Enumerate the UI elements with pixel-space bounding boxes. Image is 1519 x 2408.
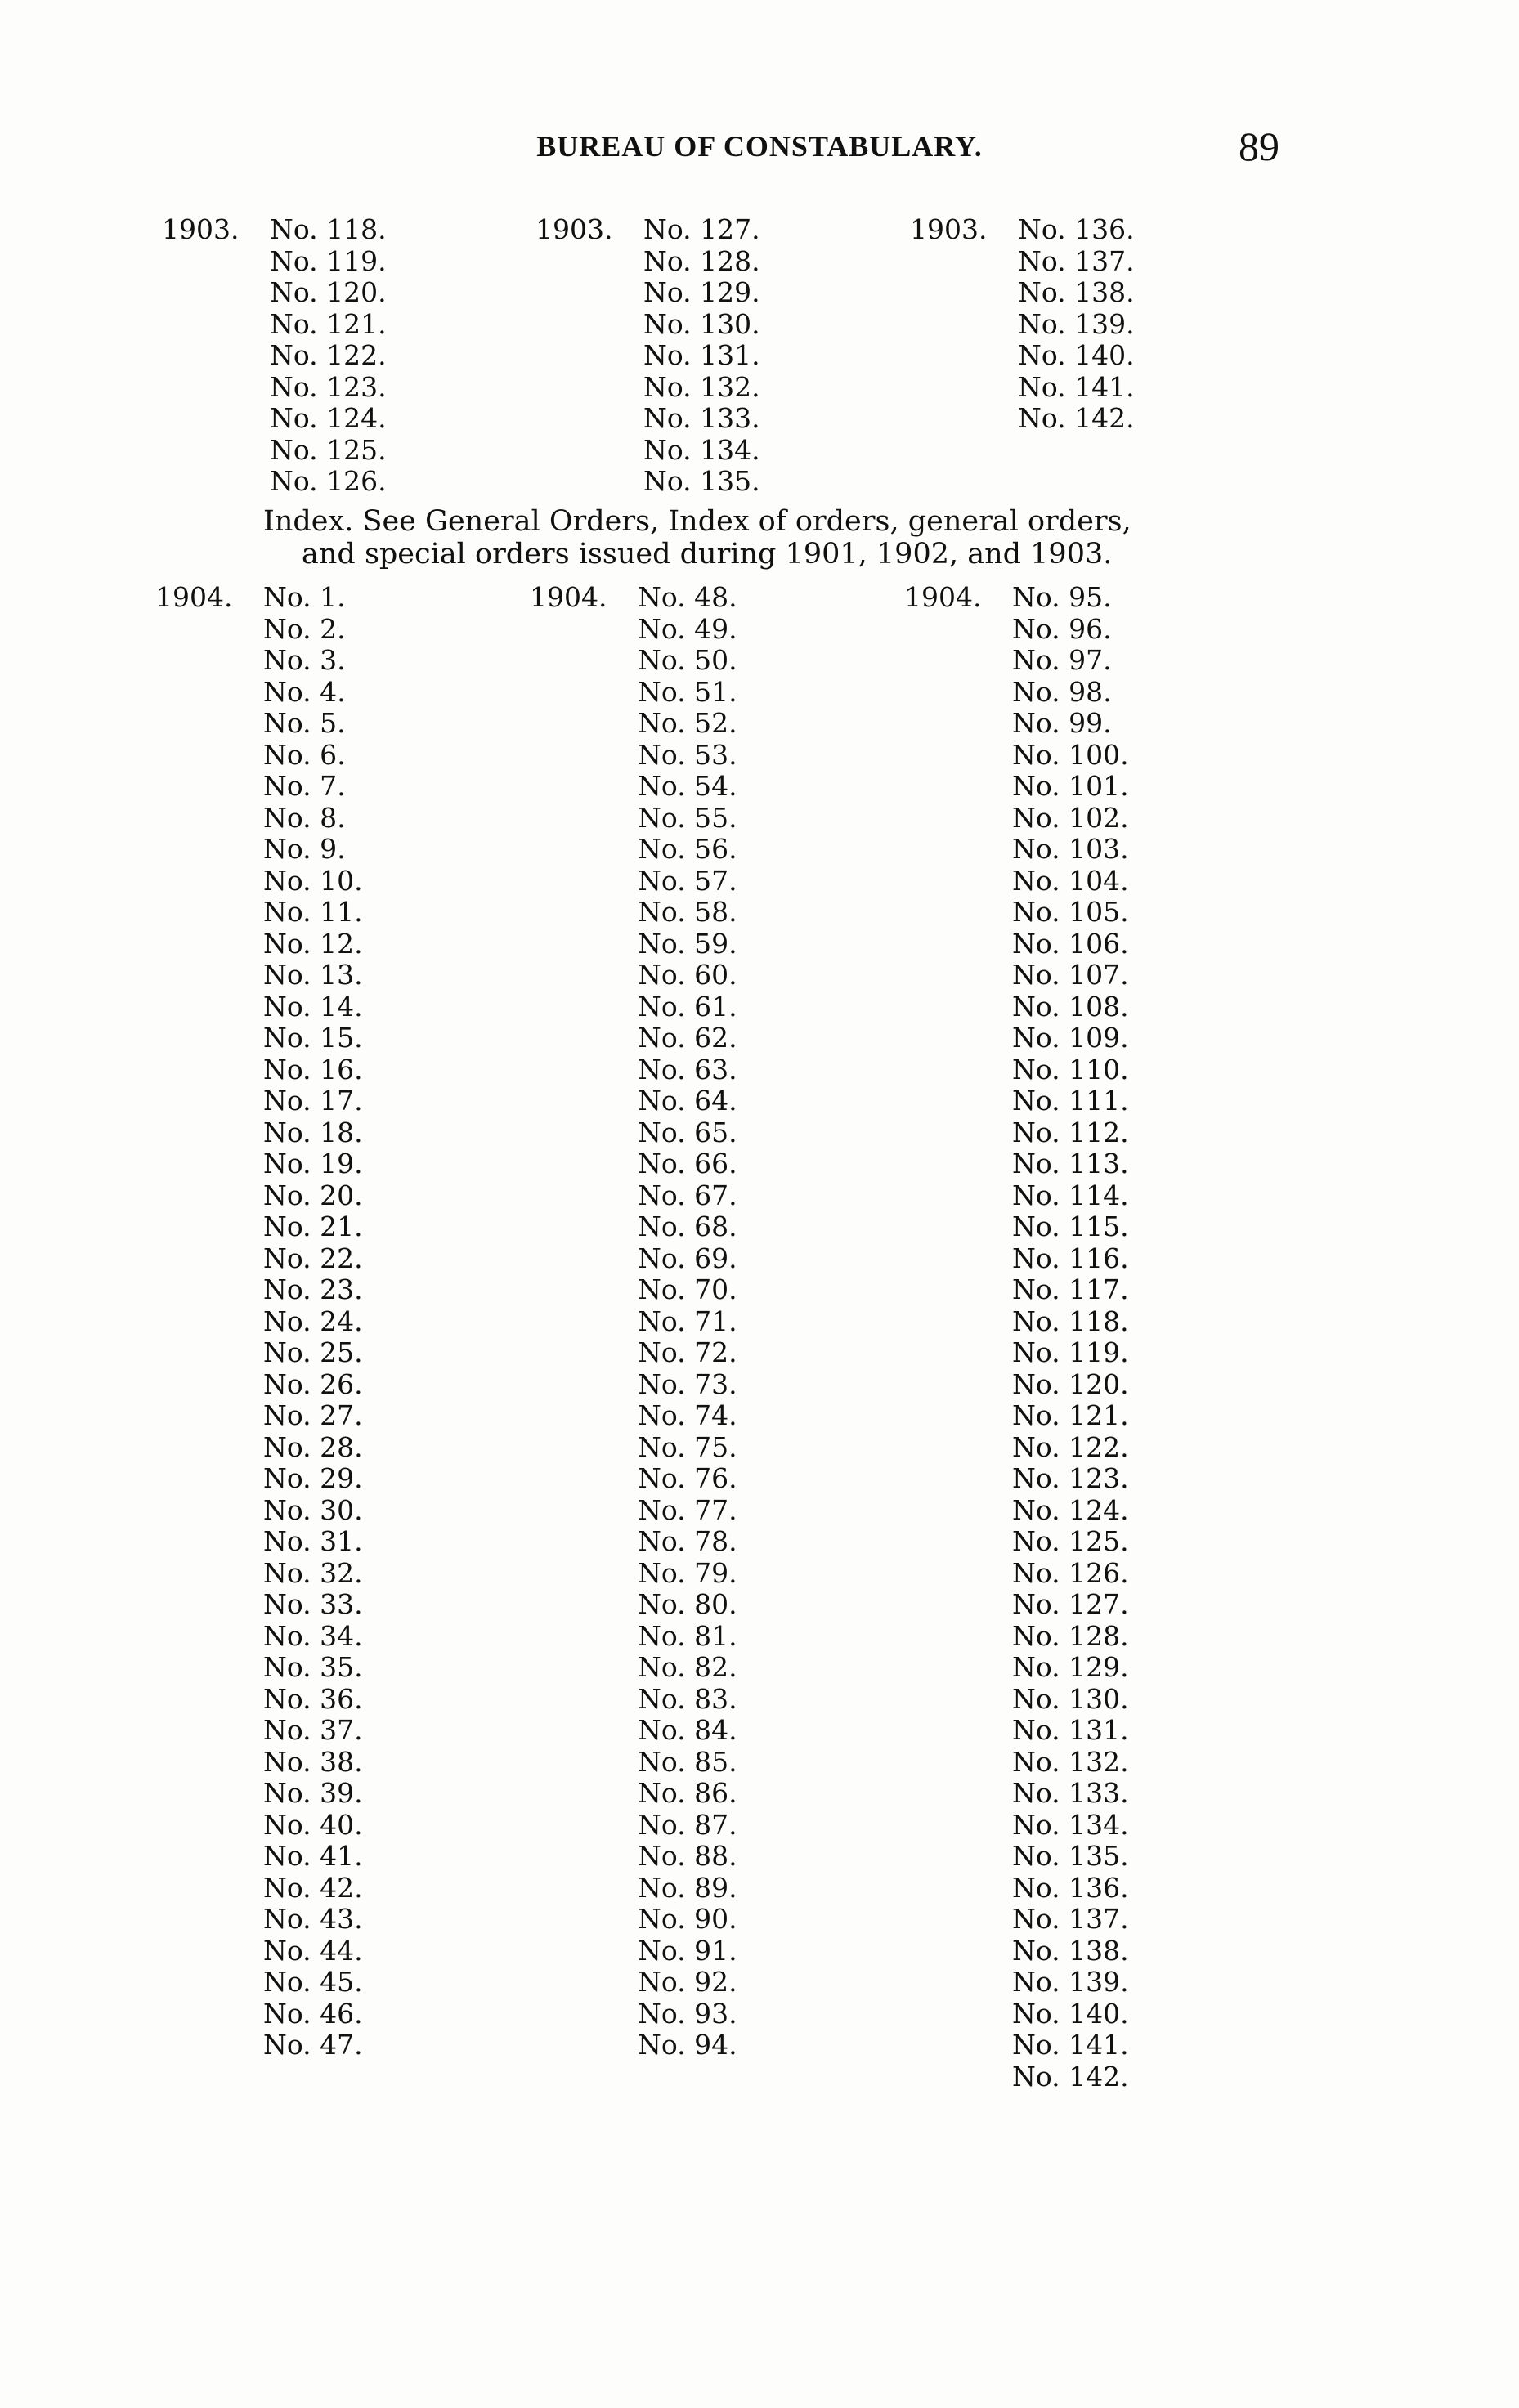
order-number-item: No. 43.: [263, 1903, 363, 1935]
order-number-item: No. 118.: [270, 213, 387, 245]
order-number-item: No. 118.: [1012, 1305, 1129, 1337]
order-number-item: No. 128.: [643, 244, 760, 277]
order-number-item: No. 123.: [270, 370, 387, 403]
order-number-item: No. 1.: [263, 581, 346, 613]
order-number-item: No. 85.: [638, 1745, 737, 1778]
order-number-item: No. 86.: [638, 1777, 737, 1809]
order-number-item: No. 110.: [1012, 1053, 1129, 1085]
order-number-item: No. 16.: [263, 1053, 363, 1085]
order-number-item: No. 10.: [263, 864, 363, 897]
order-number-item: No. 28.: [263, 1430, 363, 1463]
order-number-item: No. 20.: [263, 1179, 363, 1211]
order-number-item: No. 64.: [638, 1085, 737, 1117]
index-note-line-1: Index. See General Orders, Index of orders, general orders,: [263, 505, 1131, 538]
order-number-item: No. 29.: [263, 1462, 363, 1494]
year-label: 1903.: [162, 213, 240, 245]
order-number-item: No. 108.: [1012, 990, 1129, 1023]
order-number-item: No. 119.: [270, 244, 387, 277]
order-number-item: No. 129.: [1012, 1651, 1129, 1683]
order-number-item: No. 17.: [263, 1085, 363, 1117]
order-number-item: No. 75.: [638, 1430, 737, 1463]
order-number-item: No. 115.: [1012, 1211, 1129, 1242]
order-number-item: No. 46.: [263, 1997, 363, 2030]
index-note: [263, 505, 1310, 571]
order-number-item: No. 25.: [263, 1336, 363, 1368]
order-number-item: No. 19.: [263, 1148, 363, 1179]
order-number-item: No. 3.: [263, 644, 346, 676]
order-number-item: No. 107.: [1012, 959, 1129, 991]
order-number-item: No. 63.: [638, 1053, 737, 1085]
order-number-item: No. 77.: [638, 1493, 737, 1526]
order-number-item: No. 141.: [1018, 370, 1135, 403]
order-number-item: No. 79.: [638, 1556, 737, 1589]
order-number-item: No. 37.: [263, 1714, 363, 1746]
order-number-item: No. 70.: [638, 1273, 737, 1305]
order-number-item: No. 71.: [638, 1305, 737, 1337]
order-number-item: No. 44.: [263, 1934, 363, 1967]
order-number-item: No. 117.: [1012, 1273, 1129, 1305]
order-number-item: No. 12.: [263, 927, 363, 960]
order-number-item: No. 124.: [1012, 1493, 1129, 1526]
order-number-item: No. 55.: [638, 801, 737, 834]
order-number-item: No. 45.: [263, 1966, 363, 1998]
order-number-item: No. 93.: [638, 1997, 737, 2030]
order-number-item: No. 31.: [263, 1525, 363, 1557]
order-number-item: No. 142.: [1012, 2060, 1129, 2092]
order-number-item: No. 109.: [1012, 1022, 1129, 1054]
order-number-item: No. 66.: [638, 1148, 737, 1179]
order-number-item: No. 73.: [638, 1367, 737, 1400]
order-number-item: No. 122.: [270, 339, 387, 371]
page-number: 89: [1239, 123, 1279, 169]
order-number-item: No. 6.: [263, 738, 346, 771]
index-note-line-2: and special orders issued during 1901, 1902, and 1903.: [302, 538, 1113, 571]
order-number-item: No. 121.: [270, 307, 387, 340]
order-number-item: No. 104.: [1012, 864, 1129, 897]
order-number-item: No. 137.: [1012, 1903, 1129, 1935]
order-number-item: No. 59.: [638, 927, 737, 960]
order-number-item: No. 47.: [263, 2029, 363, 2061]
order-number-item: No. 42.: [263, 1871, 363, 1904]
order-number-item: No. 67.: [638, 1179, 737, 1211]
order-number-item: No. 132.: [643, 370, 760, 403]
year-label: 1904.: [904, 581, 982, 613]
order-number-item: No. 9.: [263, 833, 346, 865]
order-number-item: No. 140.: [1018, 339, 1135, 371]
list-1903-col-3: [910, 213, 1135, 435]
order-number-item: No. 98.: [1012, 675, 1112, 708]
order-number-item: No. 50.: [638, 644, 737, 676]
order-number-item: No. 131.: [643, 339, 760, 371]
order-number-item: No. 69.: [638, 1242, 737, 1274]
order-number-item: No. 52.: [638, 707, 737, 739]
order-number-item: No. 114.: [1012, 1179, 1129, 1211]
order-number-item: No. 127.: [1012, 1588, 1129, 1620]
order-number-item: No. 138.: [1018, 276, 1135, 308]
year-label: 1903.: [910, 213, 988, 245]
order-number-item: No. 60.: [638, 959, 737, 991]
order-number-item: No. 2.: [263, 612, 346, 645]
order-number-item: No. 124.: [270, 402, 387, 434]
order-number-item: No. 41.: [263, 1840, 363, 1872]
order-number-item: No. 133.: [643, 402, 760, 434]
order-number-item: No. 106.: [1012, 927, 1129, 960]
order-number-item: No. 129.: [643, 276, 760, 308]
order-number-item: No. 40.: [263, 1808, 363, 1841]
order-number-item: No. 90.: [638, 1903, 737, 1935]
order-number-item: No. 62.: [638, 1022, 737, 1054]
order-number-item: No. 38.: [263, 1745, 363, 1778]
order-number-item: No. 122.: [1012, 1430, 1129, 1463]
order-number-item: No. 34.: [263, 1619, 363, 1652]
order-number-item: No. 5.: [263, 707, 346, 739]
order-number-item: No. 127.: [643, 213, 760, 245]
order-number-item: No. 8.: [263, 801, 346, 834]
order-number-item: No. 57.: [638, 864, 737, 897]
order-number-item: No. 91.: [638, 1934, 737, 1967]
order-number-item: No. 76.: [638, 1462, 737, 1494]
order-number-item: No. 94.: [638, 2029, 737, 2061]
order-number-item: No. 72.: [638, 1336, 737, 1368]
order-number-item: No. 83.: [638, 1682, 737, 1715]
order-number-item: No. 87.: [638, 1808, 737, 1841]
order-number-item: No. 80.: [638, 1588, 737, 1620]
order-number-item: No. 120.: [270, 276, 387, 308]
order-number-item: No. 18.: [263, 1116, 363, 1148]
order-number-item: No. 138.: [1012, 1934, 1129, 1967]
order-number-item: No. 111.: [1012, 1085, 1129, 1117]
order-number-item: No. 126.: [270, 465, 387, 497]
order-number-item: No. 135.: [643, 465, 760, 497]
order-number-item: No. 126.: [1012, 1556, 1129, 1589]
order-number-item: No. 119.: [1012, 1336, 1129, 1368]
order-number-item: No. 14.: [263, 990, 363, 1023]
order-number-item: No. 132.: [1012, 1745, 1129, 1778]
order-number-item: No. 82.: [638, 1651, 737, 1683]
order-number-item: No. 84.: [638, 1714, 737, 1746]
list-1904-col-2: [530, 581, 737, 2061]
order-number-item: No. 54.: [638, 770, 737, 802]
order-number-item: No. 11.: [263, 896, 363, 928]
order-number-item: No. 89.: [638, 1871, 737, 1904]
order-number-item: No. 33.: [263, 1588, 363, 1620]
order-number-item: No. 128.: [1012, 1619, 1129, 1652]
order-number-item: No. 27.: [263, 1399, 363, 1431]
list-1904-col-1: [155, 581, 363, 2061]
order-number-item: No. 120.: [1012, 1367, 1129, 1400]
year-label: 1904.: [155, 581, 233, 613]
order-number-item: No. 135.: [1012, 1840, 1129, 1872]
page-header-title: BUREAU OF CONSTABULARY.: [536, 130, 983, 163]
order-number-item: No. 99.: [1012, 707, 1112, 739]
order-number-item: No. 131.: [1012, 1714, 1129, 1746]
order-number-item: No. 116.: [1012, 1242, 1129, 1274]
order-number-item: No. 137.: [1018, 244, 1135, 277]
order-number-item: No. 78.: [638, 1525, 737, 1557]
order-number-item: No. 139.: [1018, 307, 1135, 340]
order-number-item: No. 26.: [263, 1367, 363, 1400]
order-number-item: No. 125.: [1012, 1525, 1129, 1557]
list-1904-col-3: [904, 581, 1129, 2092]
order-number-item: No. 7.: [263, 770, 346, 802]
order-number-item: No. 105.: [1012, 896, 1129, 928]
order-number-item: No. 136.: [1018, 213, 1135, 245]
year-label: 1903.: [535, 213, 613, 245]
order-number-item: No. 142.: [1018, 402, 1135, 434]
order-number-item: No. 21.: [263, 1211, 363, 1242]
order-number-item: No. 88.: [638, 1840, 737, 1872]
order-number-item: No. 134.: [1012, 1808, 1129, 1841]
order-number-item: No. 102.: [1012, 801, 1129, 834]
order-number-item: No. 103.: [1012, 833, 1129, 865]
order-number-item: No. 100.: [1012, 738, 1129, 771]
order-number-item: No. 101.: [1012, 770, 1129, 802]
order-number-item: No. 123.: [1012, 1462, 1129, 1494]
order-number-item: No. 130.: [643, 307, 760, 340]
order-number-item: No. 140.: [1012, 1997, 1129, 2030]
order-number-item: No. 96.: [1012, 612, 1112, 645]
order-number-item: No. 35.: [263, 1651, 363, 1683]
order-number-item: No. 81.: [638, 1619, 737, 1652]
order-number-item: No. 95.: [1012, 581, 1112, 613]
order-number-item: No. 58.: [638, 896, 737, 928]
order-number-item: No. 13.: [263, 959, 363, 991]
order-number-item: No. 61.: [638, 990, 737, 1023]
order-number-item: No. 49.: [638, 612, 737, 645]
order-number-item: No. 22.: [263, 1242, 363, 1274]
order-number-item: No. 65.: [638, 1116, 737, 1148]
order-number-item: No. 141.: [1012, 2029, 1129, 2061]
order-number-item: No. 74.: [638, 1399, 737, 1431]
order-number-item: No. 51.: [638, 675, 737, 708]
list-1903-col-2: [535, 213, 760, 498]
order-number-item: No. 121.: [1012, 1399, 1129, 1431]
order-number-item: No. 24.: [263, 1305, 363, 1337]
list-1903-col-1: [162, 213, 387, 498]
order-number-item: No. 97.: [1012, 644, 1112, 676]
order-number-item: No. 15.: [263, 1022, 363, 1054]
order-number-item: No. 134.: [643, 433, 760, 466]
order-number-item: No. 32.: [263, 1556, 363, 1589]
order-number-item: No. 53.: [638, 738, 737, 771]
order-number-item: No. 92.: [638, 1966, 737, 1998]
order-number-item: No. 36.: [263, 1682, 363, 1715]
order-number-item: No. 68.: [638, 1211, 737, 1242]
order-number-item: No. 4.: [263, 675, 346, 708]
year-label: 1904.: [530, 581, 607, 613]
order-number-item: No. 48.: [638, 581, 737, 613]
order-number-item: No. 56.: [638, 833, 737, 865]
order-number-item: No. 130.: [1012, 1682, 1129, 1715]
order-number-item: No. 136.: [1012, 1871, 1129, 1904]
order-number-item: No. 113.: [1012, 1148, 1129, 1179]
order-number-item: No. 30.: [263, 1493, 363, 1526]
order-number-item: No. 125.: [270, 433, 387, 466]
order-number-item: No. 133.: [1012, 1777, 1129, 1809]
order-number-item: No. 23.: [263, 1273, 363, 1305]
order-number-item: No. 39.: [263, 1777, 363, 1809]
order-number-item: No. 139.: [1012, 1966, 1129, 1998]
order-number-item: No. 112.: [1012, 1116, 1129, 1148]
